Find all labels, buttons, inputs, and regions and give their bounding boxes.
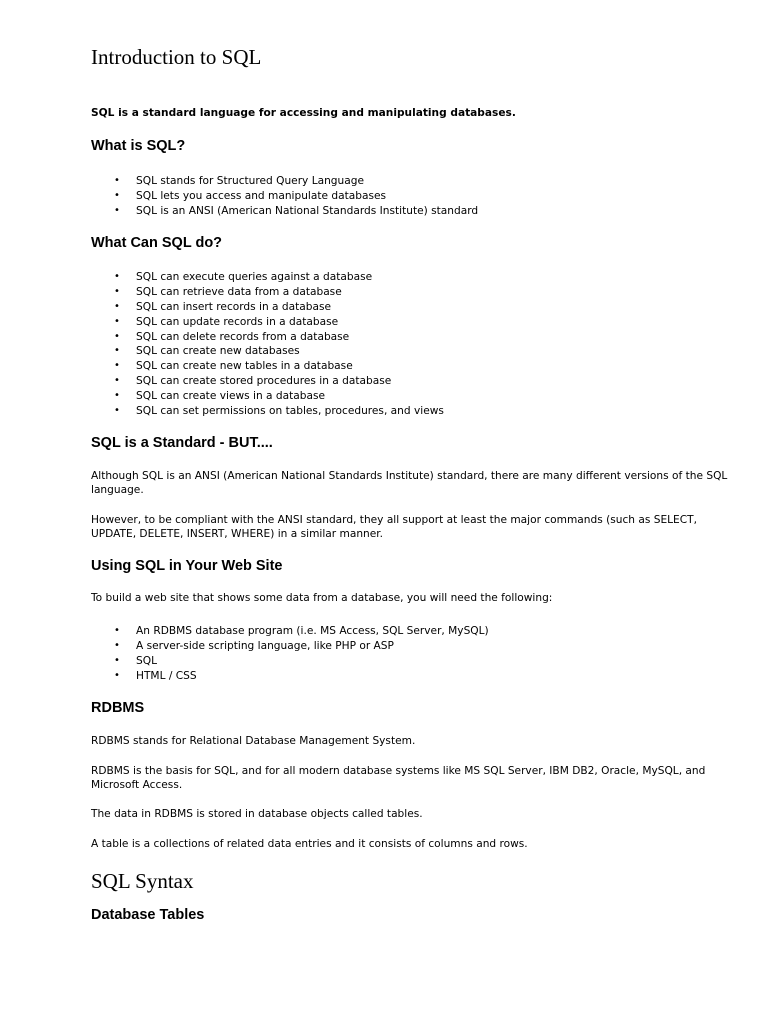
bullet-icon: • [114,360,120,372]
list-item: • An RDBMS database program (i.e. MS Access, SQL Server, MySQL) [114,625,489,637]
bullet-icon: • [114,175,120,186]
bullet-icon: • [114,189,120,201]
paragraph-standard-2: However, to be compliant with the ANSI standard, they all support at least the major commands (such as SELECT, UPDATE, DELETE, INSERT, WHERE) in a similar manner. [91,514,697,540]
list-item: • SQL can insert records in a database [114,300,332,313]
heading-using-sql-web: Using SQL in Your Web Site [91,558,283,574]
heading-rdbms: RDBMS [91,700,145,716]
heading-sql-standard: SQL is a Standard - BUT.... [91,435,273,451]
paragraph-standard-1: Although SQL is an ANSI (American National Standards Institute) standard, there are many different versions of the SQL language. [91,470,728,496]
list-web-requirements [91,624,489,684]
bullet-icon: • [114,315,120,327]
section-title-sql-syntax: SQL Syntax [91,869,194,893]
page-title: Introduction to SQL [91,45,262,69]
bullet-icon: • [114,271,120,282]
bullet-icon: • [114,204,120,216]
paragraph-rdbms-1: RDBMS stands for Relational Database Management System. [91,735,416,747]
list-item: • SQL can update records in a database [114,315,339,328]
list-item: • SQL is an ANSI (American National Standards Institute) standard [114,204,479,217]
bullet-icon: • [114,654,120,666]
intro-text: SQL is a standard language for accessing and manipulating databases. [91,107,516,119]
heading-database-tables: Database Tables [91,907,205,923]
bullet-icon: • [114,669,120,681]
list-item: • SQL lets you access and manipulate databases [114,189,387,202]
bullet-icon: • [114,390,120,402]
heading-what-is-sql: What is SQL? [91,138,186,154]
bullet-icon: • [114,330,120,342]
list-item: • SQL can set permissions on tables, procedures, and views [114,405,444,418]
bullet-icon: • [114,345,120,357]
list-item: • SQL can execute queries against a database [114,271,373,283]
list-item: • SQL can create new databases [114,345,300,358]
paragraph-rdbms-2: RDBMS is the basis for SQL, and for all modern database systems like MS SQL Server, IBM DB2, Oracle, MySQL, and Microsoft Access. [91,765,706,791]
bullet-icon: • [114,405,120,417]
heading-what-can-sql-do: What Can SQL do? [91,235,223,251]
list-item: • SQL can create views in a database [114,390,326,403]
list-what-is-sql [91,174,478,219]
list-item: • SQL [114,654,157,667]
list-item: • SQL can delete records from a database [114,330,350,343]
list-item: • SQL stands for Structured Query Language [114,175,364,187]
paragraph-web-1: To build a web site that shows some data from a database, you will need the following: [91,592,553,604]
bullet-icon: • [114,639,120,651]
list-item: • HTML / CSS [114,669,197,682]
list-item: • A server-side scripting language, like PHP or ASP [114,639,394,652]
bullet-icon: • [114,375,120,387]
paragraph-rdbms-3: The data in RDBMS is stored in database objects called tables. [91,808,423,820]
list-item: • SQL can retrieve data from a database [114,285,342,298]
bullet-icon: • [114,285,120,297]
list-item: • SQL can create stored procedures in a database [114,375,392,388]
list-what-can-sql-do [91,270,444,419]
paragraph-rdbms-4: A table is a collections of related data entries and it consists of columns and rows. [91,838,528,850]
bullet-icon: • [114,300,120,312]
list-item: • SQL can create new tables in a database [114,360,353,373]
bullet-icon: • [114,625,120,636]
